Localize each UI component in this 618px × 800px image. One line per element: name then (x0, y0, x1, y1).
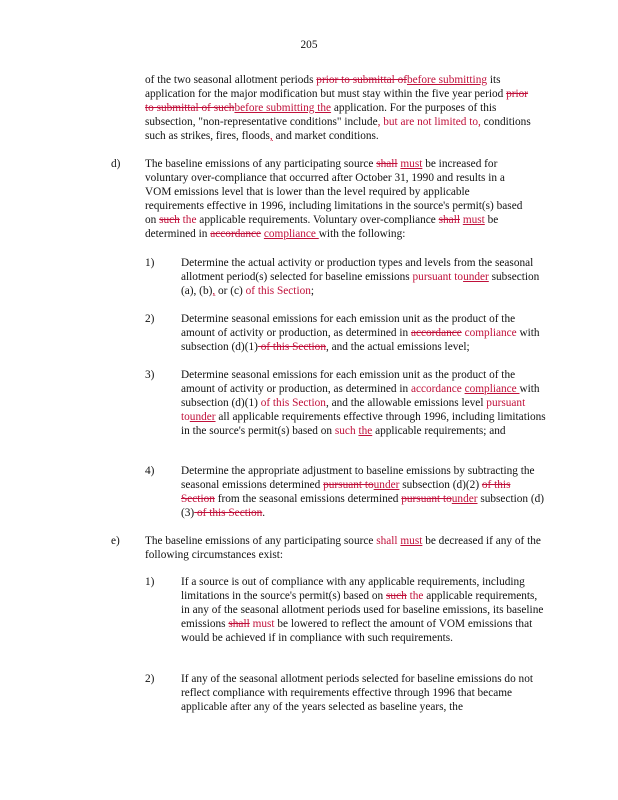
inserted-text: must (400, 535, 423, 547)
item-d2-text (181, 312, 546, 354)
inserted-text: under (373, 479, 400, 491)
text-run: Determine seasonal emissions for each emission unit as the product of the amount of activity or production, as determined in (181, 313, 516, 339)
text-run: with subsection (d)(1) (181, 327, 540, 353)
deleted-text: prior to submittal of such (145, 88, 529, 114)
text-run: or (c) (215, 285, 246, 297)
inserted-text: pursuant to (412, 271, 464, 283)
text-run: applicable requirements. Voluntary over-compliance (196, 214, 439, 226)
inserted-text: under (451, 493, 478, 505)
item-e1-text (181, 575, 546, 645)
text-run: conditions such as strikes, fires, floods (145, 116, 531, 142)
item-d3-label: 3) (145, 369, 155, 381)
inserted-text: must (400, 158, 423, 170)
text-run: be decreased if any of the following circumstances exist: (145, 535, 541, 561)
text-run: subsection (a), (b) (181, 271, 540, 297)
intro-paragraph (145, 73, 535, 143)
text-run: Determine the appropriate adjustment to baseline emissions by subtracting the seasonal emissions determined (181, 465, 535, 491)
page-number: 205 (300, 39, 318, 51)
item-d-text (145, 157, 531, 241)
inserted-text: must (252, 618, 275, 630)
item-d3-text (181, 368, 546, 438)
deleted-text: accordance (410, 327, 462, 339)
item-e-label: e) (111, 535, 120, 547)
text-run: be determined in (145, 214, 499, 240)
inserted-text: under (463, 271, 489, 283)
item-d1-label: 1) (145, 257, 155, 269)
item-d4-label: 4) (145, 465, 155, 477)
inserted-text: accordance (410, 383, 462, 395)
text-run: and market conditions. (272, 130, 379, 142)
item-e1-label: 1) (145, 576, 155, 588)
item-e-text (145, 534, 545, 562)
text-run: of the two seasonal allotment periods (145, 74, 317, 86)
inserted-text: pursuant to (181, 397, 526, 423)
inserted-text: such (334, 425, 356, 437)
text-run: be increased for voluntary over-compliance that occurred after October 31, 1990 and results in a VOM emissions level that is lower than the level required by applicable requirements effective in 1996, including limitations in the source's permit(s) based on (145, 158, 523, 226)
inserted-text: , (212, 285, 216, 297)
text-run: applicable requirements, in any of the seasonal allotment periods used for baseline emissions, its baseline emissions (181, 590, 544, 630)
inserted-text: shall (376, 535, 398, 547)
text-run: Determine seasonal emissions for each emission unit as the product of the amount of activity or production, as determined in (181, 369, 516, 395)
inserted-text: compliance (464, 327, 517, 339)
item-e2-label: 2) (145, 673, 155, 685)
inserted-text: the (409, 590, 424, 602)
text-run: If a source is out of compliance with any applicable requirements, including limitations in the source's permit(s) based on (181, 576, 525, 602)
item-d2-label: 2) (145, 313, 155, 325)
text-run: application. For the purposes of this subsection, "non-representative conditions" include (145, 102, 497, 128)
inserted-text: , (269, 130, 273, 142)
item-d1-text (181, 256, 546, 298)
inserted-text: the (182, 214, 197, 226)
inserted-text: must (462, 214, 485, 226)
text-run: its application for the major modification but must stay within the five year period (145, 74, 507, 100)
text-run: . (262, 507, 266, 519)
text-run: with the following: (318, 228, 406, 240)
inserted-text: compliance (263, 228, 319, 240)
inserted-text: compliance (464, 383, 520, 395)
deleted-text: shall (376, 158, 398, 170)
deleted-text: of this Section (181, 479, 511, 505)
deleted-text: pursuant to (323, 479, 374, 491)
text-run: Determine the actual activity or production types and levels from the seasonal allotment period(s) selected for baseline emissions (181, 257, 534, 283)
text-run: subsection (d)(2) (399, 479, 482, 491)
text-run: subsection (d)(3) (181, 493, 545, 519)
deleted-text: accordance (210, 228, 262, 240)
text-run: , and the allowable emissions level (325, 397, 487, 409)
item-d4-text (181, 464, 546, 520)
deleted-text: prior to submittal of (316, 74, 407, 86)
inserted-text: the (358, 425, 373, 437)
text-run: If any of the seasonal allotment periods selected for baseline emissions do not reflect compliance with requirements effective through 1996 that became applicable after any of the years selected as baseline years, the (181, 673, 533, 713)
inserted-text: before submitting (406, 74, 487, 86)
inserted-text: before submitting the (234, 102, 332, 114)
text-run: The baseline emissions of any participating source (145, 535, 377, 547)
text-run: with subsection (d)(1) (181, 383, 540, 409)
deleted-text: pursuant to (401, 493, 452, 505)
deleted-text: of this Section (194, 507, 263, 519)
deleted-text: shall (438, 214, 460, 226)
deleted-text: of this Section (257, 341, 326, 353)
inserted-text: of this Section (260, 397, 326, 409)
item-e2-text (181, 672, 546, 714)
inserted-text: under (189, 411, 216, 423)
deleted-text: such (386, 590, 407, 602)
inserted-text: of this Section (245, 285, 311, 297)
text-run: applicable requirements; and (372, 425, 506, 437)
text-run: , and the actual emissions level; (325, 341, 470, 353)
deleted-text: shall (228, 618, 250, 630)
text-run: be lowered to reflect the amount of VOM emissions that would be achieved if in compliance with such requirements. (181, 618, 533, 644)
deleted-text: such (159, 214, 180, 226)
text-run: The baseline emissions of any participating source (145, 158, 377, 170)
text-run: all applicable requirements effective through 1996, including limitations in the source's permit(s) based on (181, 411, 546, 437)
text-run: from the seasonal emissions determined (214, 493, 402, 505)
inserted-text: , but are not limited to, (377, 116, 481, 128)
item-d-label: d) (111, 158, 121, 170)
text-run: ; (310, 285, 315, 297)
